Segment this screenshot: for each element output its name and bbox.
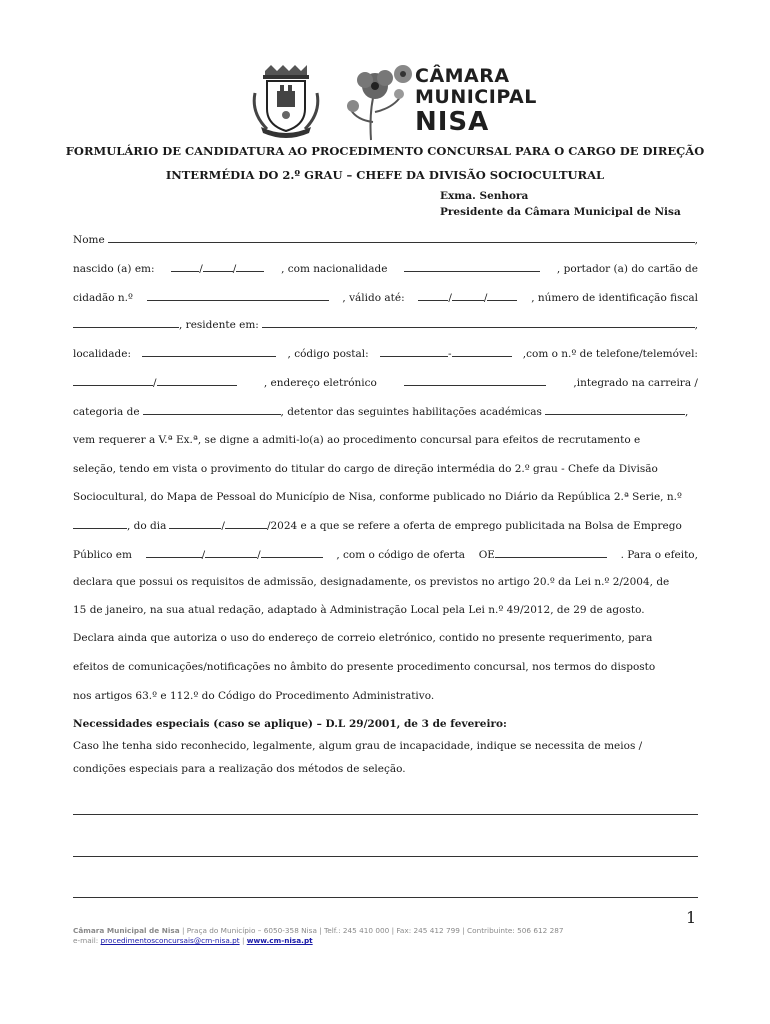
bep-date-group	[146, 548, 323, 561]
morada-field[interactable]	[262, 318, 695, 328]
body-text: . Para o efeito,	[620, 549, 698, 561]
special-needs-answer-line1[interactable]	[73, 814, 698, 815]
body-line3	[73, 491, 698, 503]
birthdate-group	[171, 262, 264, 275]
offer-code-group	[479, 548, 607, 561]
bep-year-field[interactable]	[261, 548, 323, 558]
cartao-cidadao-field[interactable]	[147, 291, 329, 301]
body-text: vem requerer a V.ª Ex.ª, se digne a admiti-lo(a) ao procedimento concursal para efeitos de recrutamento e	[73, 434, 641, 446]
form-row-cidadao	[73, 291, 698, 304]
footer-website-link[interactable]: www.cm-nisa.pt	[246, 936, 313, 946]
mobile-field[interactable]	[157, 376, 237, 386]
integrado-label: ,integrado na carreira /	[573, 377, 698, 389]
addressee-line1: Exma. Senhora	[440, 190, 529, 202]
body-line8	[73, 632, 698, 644]
addressee-line2: Presidente da Câmara Municipal de Nisa	[440, 206, 681, 218]
body-line7	[73, 604, 698, 616]
slash: /	[232, 263, 237, 275]
validity-group	[418, 291, 517, 304]
postal-code-prefix-field[interactable]	[380, 347, 448, 357]
valid-day-field[interactable]	[418, 291, 448, 301]
body-text: , com o código de oferta	[336, 549, 466, 561]
body-line1	[73, 434, 698, 446]
valid-year-field[interactable]	[487, 291, 517, 301]
categoria-label: categoria de	[73, 406, 140, 418]
body-line9	[73, 661, 698, 673]
comma: ,	[684, 406, 689, 418]
comma: ,	[694, 234, 698, 246]
telefone-label: ,com o n.º de telefone/telemóvel:	[522, 348, 698, 360]
body-line4	[73, 519, 698, 532]
nome-label: Nome	[73, 234, 105, 246]
residente-label: , residente em:	[179, 319, 259, 331]
body-text: condições especiais para a realização dos métodos de seleção.	[73, 763, 406, 775]
body-text: declara que possui os requisitos de admissão, designadamente, os previstos no artigo 20.º da Lei n.º 2/2004, de	[73, 576, 670, 588]
form-title-line1: FORMULÁRIO DE CANDIDATURA AO PROCEDIMENTO CONCURSAL PARA O CARGO DE DIREÇÃO	[65, 144, 705, 158]
footer-line1	[73, 926, 564, 936]
form-row-localidade	[73, 347, 698, 360]
phone-group	[73, 376, 237, 389]
portador-label: , portador (a) do cartão de	[556, 263, 698, 275]
coat-of-arms-icon	[247, 63, 325, 139]
body-text: , do dia	[127, 520, 167, 532]
page-number: 1	[686, 908, 697, 927]
slash: /	[257, 549, 261, 561]
form-row-endereco	[73, 376, 698, 389]
comma: ,	[694, 319, 698, 331]
body-text: nos artigos 63.º e 112.º do Código do Procedimento Administrativo.	[73, 690, 435, 702]
municipality-brand	[415, 67, 537, 135]
page-footer	[73, 926, 564, 946]
nacionalidade-label: , com nacionalidade	[281, 263, 388, 275]
dr-day-field[interactable]	[169, 519, 221, 529]
nif-field[interactable]	[73, 318, 179, 328]
body-text: efeitos de comunicações/notificações no âmbito do presente procedimento concursal, nos termos do disposto	[73, 661, 656, 673]
postal-code-group	[380, 347, 512, 360]
brand-line2: MUNICIPAL	[415, 86, 537, 108]
categoria-field[interactable]	[143, 405, 281, 415]
body-line5	[73, 548, 698, 561]
brand-line1: CÂMARA	[415, 65, 510, 87]
brand-line3: NISA	[415, 107, 490, 137]
postal-code-suffix-field[interactable]	[452, 347, 512, 357]
bep-day-field[interactable]	[146, 548, 202, 558]
form-row-residente	[73, 318, 698, 331]
special-needs-line1	[73, 740, 698, 752]
poppy-flower-icon	[343, 60, 415, 142]
birth-month-field[interactable]	[203, 262, 233, 272]
bep-month-field[interactable]	[205, 548, 257, 558]
slash: /	[483, 292, 488, 304]
slash: /	[221, 520, 225, 532]
valid-month-field[interactable]	[452, 291, 484, 301]
special-needs-answer-line2[interactable]	[73, 856, 698, 857]
body-text: Público em	[73, 549, 132, 561]
localidade-field[interactable]	[142, 347, 276, 357]
cidadao-label: cidadão n.º	[73, 292, 133, 304]
page-header	[0, 55, 770, 140]
localidade-label: localidade:	[73, 348, 131, 360]
body-text: 15 de janeiro, na sua atual redação, adaptado à Administração Local pela Lei n.º 49/2012, de 29 de agosto.	[73, 604, 645, 616]
slash: /	[201, 549, 206, 561]
slash: /	[199, 263, 203, 275]
body-line10	[73, 690, 698, 702]
nif-label: , número de identificação fiscal	[531, 292, 698, 304]
email-field[interactable]	[404, 376, 546, 386]
special-needs-line2	[73, 763, 698, 775]
footer-email-link[interactable]: procedimentosconcursais@cm-nisa.pt	[100, 936, 240, 946]
slash: /	[448, 292, 452, 304]
dr-number-field[interactable]	[73, 519, 127, 529]
footer-org: Câmara Municipal de Nisa	[73, 926, 180, 935]
habilitacoes-label: , detentor das seguintes habilitações académicas	[280, 406, 542, 418]
phone-field[interactable]	[73, 376, 153, 386]
footer-email-label: e-mail:	[73, 936, 101, 946]
body-line2	[73, 463, 698, 475]
nascido-label: nascido (a) em:	[73, 263, 155, 275]
offer-code-field[interactable]	[495, 548, 607, 558]
footer-details: | Praça do Município – 6050-358 Nisa | Telf.: 245 410 000 | Fax: 245 412 799 | Contribuinte: 506 612 287	[179, 926, 564, 935]
body-text: Declara ainda que autoriza o uso do endereço de correio eletrónico, contido no presente requerimento, para	[73, 632, 653, 644]
form-title-line2: INTERMÉDIA DO 2.º GRAU – CHEFE DA DIVISÃO SOCIOCULTURAL	[165, 168, 605, 182]
form-row-nome	[73, 233, 698, 246]
body-text: Caso lhe tenha sido reconhecido, legalmente, algum grau de incapacidade, indique se necessita de meios /	[73, 740, 643, 752]
body-line6	[73, 576, 698, 588]
valido-label: , válido até:	[342, 292, 405, 304]
slash: /	[153, 377, 157, 389]
body-text: Sociocultural, do Mapa de Pessoal do Município de Nisa, conforme publicado no Diário da República 2.ª Serie, n.º	[73, 491, 682, 503]
birth-day-field[interactable]	[171, 262, 199, 272]
special-needs-answer-line3[interactable]	[73, 897, 698, 898]
birth-year-field[interactable]	[236, 262, 264, 272]
codigo-postal-label: , código postal:	[287, 348, 369, 360]
special-needs-heading: Necessidades especiais (caso se aplique) – D.L 29/2001, de 3 de fevereiro:	[73, 718, 507, 730]
nacionalidade-field[interactable]	[404, 262, 540, 272]
nome-field[interactable]	[108, 233, 695, 243]
footer-separator: |	[239, 936, 247, 946]
body-text: OE	[478, 549, 495, 561]
body-text: /2024 e a que se refere a oferta de emprego publicitada na Bolsa de Emprego	[266, 520, 682, 532]
endereco-label: , endereço eletrónico	[263, 377, 377, 389]
habilitacoes-field[interactable]	[545, 405, 685, 415]
form-row-nascido	[73, 262, 698, 275]
body-text: seleção, tendo em vista o provimento do titular do cargo de direção intermédia do 2.º grau - Chefe da Divisão	[73, 463, 658, 475]
dash: -	[447, 348, 452, 360]
dr-month-field[interactable]	[225, 519, 267, 529]
footer-line2	[73, 936, 564, 946]
form-row-categoria	[73, 405, 698, 418]
